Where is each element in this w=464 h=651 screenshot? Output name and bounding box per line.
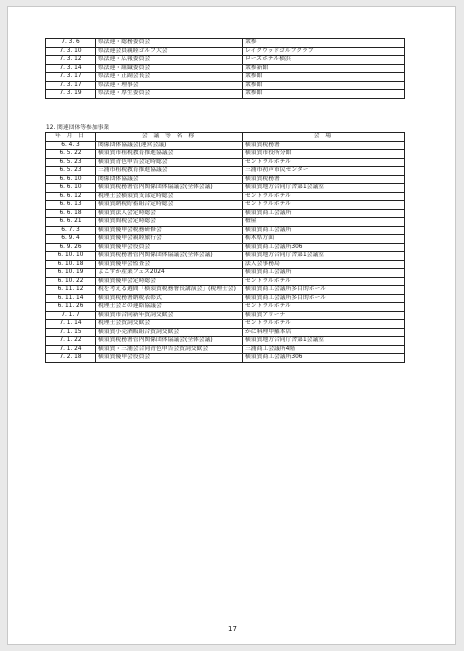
place-cell: 横須賀商工会議所多目的ホール <box>243 286 405 295</box>
table-row <box>46 286 405 295</box>
page-number: 17 <box>228 625 237 633</box>
header-name: 会 議 等 名 称 <box>96 133 243 142</box>
date-cell: 7. 3. 14 <box>46 64 96 73</box>
date-cell: 6. 5. 22 <box>46 150 96 159</box>
date-cell: 6. 6. 10 <box>46 184 96 193</box>
place-cell: セントラルホテル <box>243 277 405 286</box>
section-title: 12. 関連団体等参加事業 <box>46 125 110 131</box>
name-cell: 横須賀優申会税務研修会 <box>96 226 243 235</box>
place-cell: セントラルホテル <box>243 320 405 329</box>
table-row <box>46 90 405 99</box>
table-row <box>46 218 405 227</box>
name-cell: 税理士会との連絡協議会 <box>96 303 243 312</box>
place-cell: 横須賀地方合同庁舎第1会議室 <box>243 252 405 261</box>
table-row <box>46 201 405 210</box>
name-cell: 県法連・正副会長会 <box>96 73 243 82</box>
name-cell: 県法連・総務委員会 <box>96 39 243 48</box>
table-row <box>46 269 405 278</box>
place-cell: 栃木県方面 <box>243 235 405 244</box>
name-cell: 横須賀市合同新年賀詞交歓会 <box>96 311 243 320</box>
date-cell: 6. 6. 10 <box>46 175 96 184</box>
place-cell: 衆参館 <box>243 73 405 82</box>
place-cell: 衆参館 <box>243 90 405 99</box>
place-cell: セントラルホテル <box>243 192 405 201</box>
name-cell: よこすか産業フェス2024 <box>96 269 243 278</box>
table-row <box>46 175 405 184</box>
date-cell: 6. 5. 23 <box>46 158 96 167</box>
name-cell: 横須賀納税貯蓄組合定時総会 <box>96 201 243 210</box>
place-cell: 横須賀商工会議所 <box>243 226 405 235</box>
place-cell: レイクウッドゴルフクラブ <box>243 47 405 56</box>
table-row <box>46 141 405 150</box>
table-row <box>46 158 405 167</box>
place-cell: 横須賀商工会議所 <box>243 209 405 218</box>
table-row <box>46 47 405 56</box>
place-cell: 衆参館 <box>243 81 405 90</box>
table-row <box>46 328 405 337</box>
table-row <box>46 303 405 312</box>
committee-schedule-table <box>45 38 405 99</box>
name-cell: 横須賀市租税教育推進協議会 <box>96 150 243 159</box>
place-cell: 横須賀商工会議所多目的ホール <box>243 294 405 303</box>
table-row <box>46 345 405 354</box>
date-cell: 6. 10. 10 <box>46 252 96 261</box>
table-row <box>46 294 405 303</box>
date-cell: 6. 6. 12 <box>46 192 96 201</box>
table-row <box>46 81 405 90</box>
name-cell: 横須賀優申会定時総会 <box>96 277 243 286</box>
name-cell: 横須賀優申会親睦旅行会 <box>96 235 243 244</box>
table-row <box>46 209 405 218</box>
name-cell: 三浦市租税教育推進協議会 <box>96 167 243 176</box>
place-cell: 横須賀市役所分館 <box>243 150 405 159</box>
name-cell: 横須賀・三浦会合同青色申告会賀詞交歓会 <box>96 345 243 354</box>
table-row <box>46 192 405 201</box>
date-cell: 7. 3. 10 <box>46 47 96 56</box>
name-cell: 横須賀税務署管内関係団体協議会(全体会議) <box>96 252 243 261</box>
name-cell: 税理士会横須賀支部定時総会 <box>96 192 243 201</box>
date-cell: 6. 11. 14 <box>46 294 96 303</box>
date-cell: 6. 7. 3 <box>46 226 96 235</box>
place-cell: 衆参新館 <box>243 64 405 73</box>
header-date: 年 月 日 <box>46 133 96 142</box>
name-cell: 県法連会員親睦ゴルフ大会 <box>96 47 243 56</box>
table-row <box>46 184 405 193</box>
table-row <box>46 235 405 244</box>
name-cell: 税理士会賀詞交歓会 <box>96 320 243 329</box>
place-cell: ローズホテル横浜 <box>243 56 405 65</box>
place-cell: 法人会事務局 <box>243 260 405 269</box>
date-cell: 6. 5. 23 <box>46 167 96 176</box>
place-cell: セントラルホテル <box>243 158 405 167</box>
table-row <box>46 39 405 48</box>
date-cell: 6. 4. 3 <box>46 141 96 150</box>
place-cell: 横須賀商工会議所306 <box>243 243 405 252</box>
date-cell: 6. 6. 21 <box>46 218 96 227</box>
related-events-table <box>45 132 405 363</box>
document-page <box>7 6 456 645</box>
name-cell: 県法連・理事会 <box>96 81 243 90</box>
date-cell: 6. 10. 22 <box>46 277 96 286</box>
name-cell: 税を考える週間「横須賀税務署長講演会」(税理士会) <box>96 286 243 295</box>
date-cell: 6. 11. 12 <box>46 286 96 295</box>
table-row <box>46 311 405 320</box>
name-cell: 関係団体協議会 <box>96 175 243 184</box>
table-row <box>46 226 405 235</box>
header-place: 会 場 <box>243 133 405 142</box>
date-cell: 7. 3. 12 <box>46 56 96 65</box>
date-cell: 7. 3. 19 <box>46 90 96 99</box>
date-cell: 6. 9. 4 <box>46 235 96 244</box>
table-row <box>46 277 405 286</box>
place-cell: セントラルホテル <box>243 303 405 312</box>
name-cell: 県法連・組織委員会 <box>96 64 243 73</box>
date-cell: 7. 3. 17 <box>46 73 96 82</box>
place-cell: 三浦商工会議所4階 <box>243 345 405 354</box>
date-cell: 6. 6. 13 <box>46 201 96 210</box>
date-cell: 7. 1. 22 <box>46 337 96 346</box>
name-cell: 横須賀小売酒販組合賀詞交歓会 <box>96 328 243 337</box>
place-cell: セントラルホテル <box>243 201 405 210</box>
place-cell: 衆参 <box>243 39 405 48</box>
name-cell: 関係団体協議会(運営会議) <box>96 141 243 150</box>
table-row <box>46 252 405 261</box>
date-cell: 7. 3. 17 <box>46 81 96 90</box>
name-cell: 県法連・厚生委員会 <box>96 90 243 99</box>
date-cell: 6. 11. 26 <box>46 303 96 312</box>
name-cell: 県法連・広報委員会 <box>96 56 243 65</box>
name-cell: 横須賀法人会定時総会 <box>96 209 243 218</box>
table-row <box>46 73 405 82</box>
place-cell: 横須賀商工会議所306 <box>243 354 405 363</box>
place-cell: 横須賀地方合同庁舎第1会議室 <box>243 184 405 193</box>
place-cell: 横須賀アリーナ <box>243 311 405 320</box>
date-cell: 7. 3. 6 <box>46 39 96 48</box>
name-cell: 横須賀優申会監査会 <box>96 260 243 269</box>
date-cell: 7. 2. 18 <box>46 354 96 363</box>
date-cell: 7. 1. 7 <box>46 311 96 320</box>
name-cell: 横須賀優申会役員会 <box>96 243 243 252</box>
table-row <box>46 56 405 65</box>
date-cell: 6. 10. 18 <box>46 260 96 269</box>
place-cell: 横須賀商工会議所 <box>243 269 405 278</box>
name-cell: 横須賀優申会役員会 <box>96 354 243 363</box>
place-cell: 檀屋 <box>243 218 405 227</box>
table-row <box>46 337 405 346</box>
table-row <box>46 150 405 159</box>
name-cell: 横須賀税務署管内関係団体協議会(全体会議) <box>96 337 243 346</box>
name-cell: 横須賀間税会定時総会 <box>96 218 243 227</box>
date-cell: 7. 1. 15 <box>46 328 96 337</box>
date-cell: 7. 1. 24 <box>46 345 96 354</box>
table-row <box>46 167 405 176</box>
name-cell: 横須賀税務署納税表彰式 <box>96 294 243 303</box>
date-cell: 6. 10. 19 <box>46 269 96 278</box>
place-cell: かに料理甲羅本店 <box>243 328 405 337</box>
date-cell: 7. 1. 14 <box>46 320 96 329</box>
place-cell: 横須賀税務署 <box>243 141 405 150</box>
table-row <box>46 354 405 363</box>
date-cell: 6. 6. 18 <box>46 209 96 218</box>
table-row <box>46 64 405 73</box>
table-row <box>46 320 405 329</box>
place-cell: 横須賀地方合同庁舎第1会議室 <box>243 337 405 346</box>
place-cell: 三浦市初声市民センター <box>243 167 405 176</box>
place-cell: 横須賀税務署 <box>243 175 405 184</box>
table-header-row <box>46 133 405 142</box>
name-cell: 横須賀税務署管内関係団体協議会(全体会議) <box>96 184 243 193</box>
name-cell: 横須賀青色申告会定時総会 <box>96 158 243 167</box>
table-row <box>46 260 405 269</box>
date-cell: 6. 9. 26 <box>46 243 96 252</box>
table-row <box>46 243 405 252</box>
